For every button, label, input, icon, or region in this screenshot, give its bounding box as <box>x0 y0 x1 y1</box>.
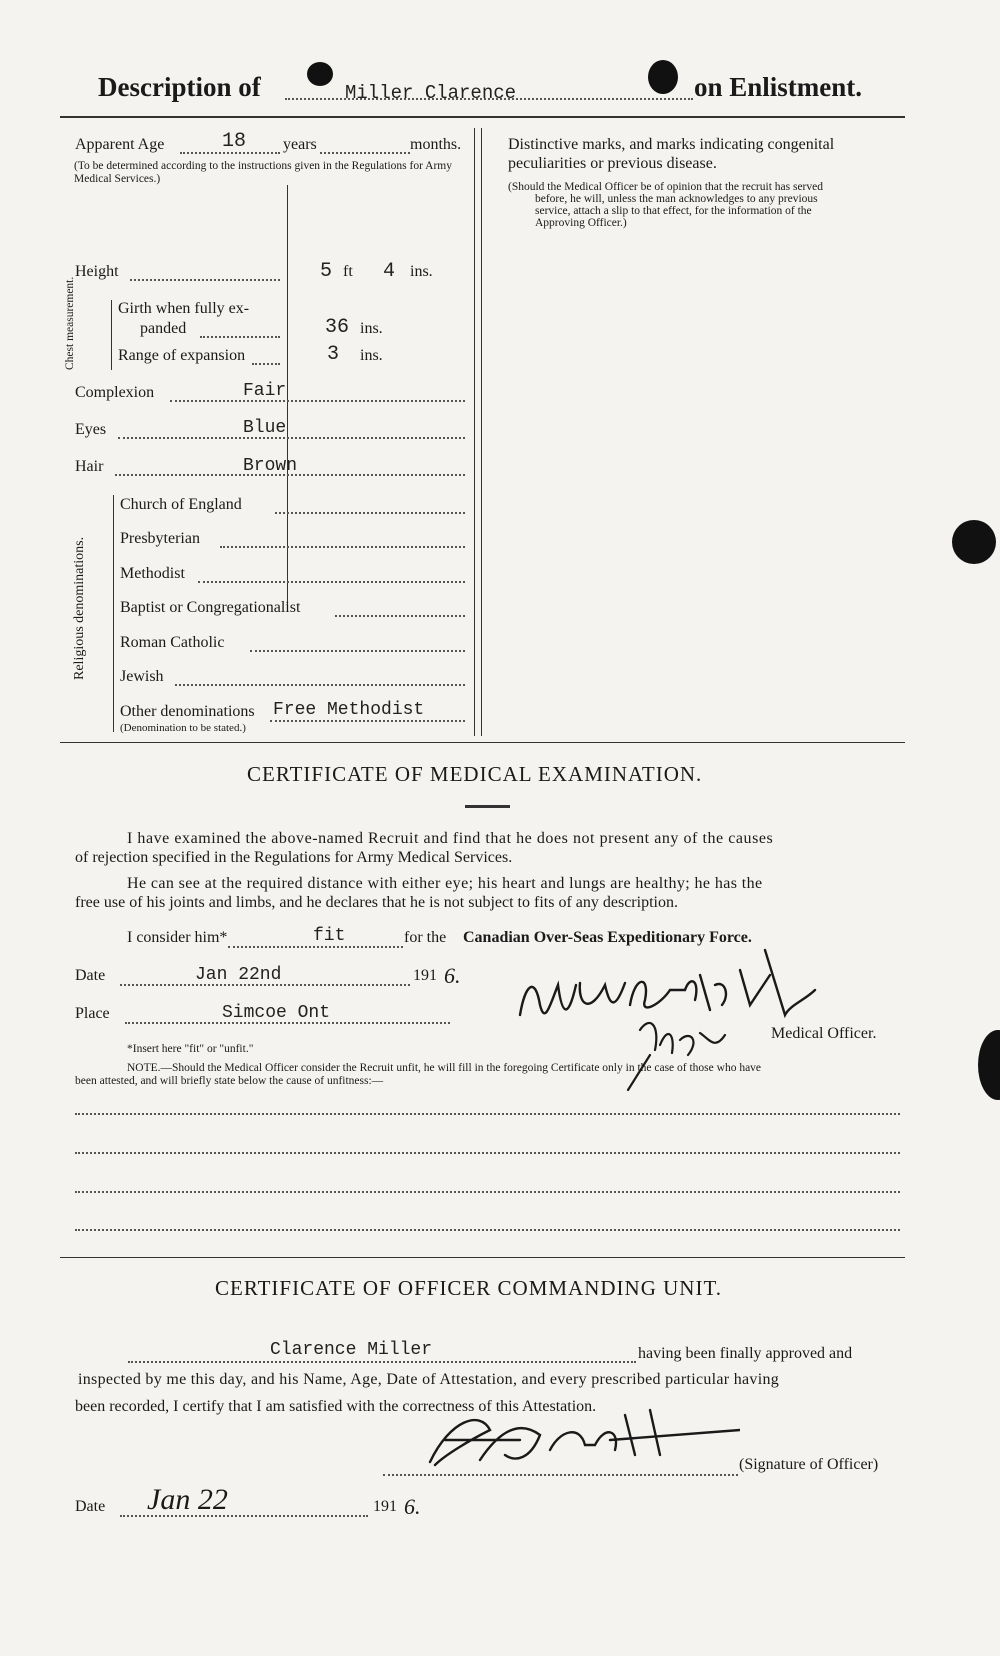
ins-label: ins. <box>410 263 433 280</box>
medical-year-digit: 6. <box>444 963 461 988</box>
redaction-mark <box>648 60 678 94</box>
header-prefix: Description of <box>98 72 261 102</box>
chest-side-label: Chest measurement. <box>64 276 76 370</box>
height-label: Height <box>75 263 119 280</box>
girth-label-2: panded <box>140 320 187 337</box>
commanding-name-value: Clarence Miller <box>270 1340 433 1360</box>
commanding-certificate-title: CERTIFICATE OF OFFICER COMMANDING UNIT. <box>215 1276 722 1300</box>
marks-note-4: Approving Officer.) <box>535 217 627 229</box>
redaction-mark <box>307 62 333 86</box>
hair-value: Brown <box>243 456 298 476</box>
religion-jewish: Jewish <box>120 668 164 685</box>
complexion-value: Fair <box>243 381 287 401</box>
insert-note: *Insert here "fit" or "unfit." <box>127 1043 254 1055</box>
medical-date-label: Date <box>75 967 106 984</box>
punch-hole <box>978 1030 1000 1100</box>
consider-label: I consider him* <box>127 929 228 946</box>
unfitness-line <box>75 1229 900 1231</box>
eyes-value: Blue <box>243 418 287 438</box>
medical-officer-label: Medical Officer. <box>771 1025 877 1042</box>
medical-para2-line1: He can see at the required distance with either eye; his heart and lungs are healthy; he has the <box>127 875 763 892</box>
girth-label-1: Girth when fully ex- <box>118 300 250 317</box>
girth-value: 36 <box>325 316 350 339</box>
unfitness-line <box>75 1113 900 1115</box>
commanding-officer-signature <box>410 1400 740 1480</box>
marks-note-2: before, he will, unless the man acknowledges to any previous <box>535 193 818 205</box>
unfitness-line <box>75 1191 900 1193</box>
age-note: (To be determined according to the instructions given in the Regulations for Army Medical Services.) <box>74 160 452 185</box>
religion-baptist: Baptist or Congregationalist <box>120 599 301 616</box>
medical-para1-line1: I have examined the above-named Recruit and find that he does not present any of the causes <box>127 830 774 847</box>
religion-methodist: Methodist <box>120 565 185 582</box>
force-prefix: for the <box>404 929 447 946</box>
commanding-year-prefix: 191 <box>373 1498 397 1515</box>
place-value: Simcoe Ont <box>222 1003 331 1023</box>
column-divider <box>481 128 482 736</box>
other-denomination-value: Free Methodist <box>273 700 425 720</box>
religion-church-of-england: Church of England <box>120 496 242 513</box>
months-label: months. <box>410 136 462 153</box>
eyes-label: Eyes <box>75 421 107 438</box>
years-label: years <box>283 136 317 153</box>
marks-title-1: Distinctive marks, and marks indicating congenital <box>508 136 835 153</box>
religion-roman-catholic: Roman Catholic <box>120 634 225 651</box>
medical-year-prefix: 191 <box>413 967 437 984</box>
other-denomination-label: Other denominations <box>120 703 255 720</box>
hair-label: Hair <box>75 458 104 475</box>
medical-note-1: NOTE.—Should the Medical Officer consider the Recruit unfit, he will fill in the foregoing Certificate only in the case of those who have <box>127 1062 762 1074</box>
girth-ins-label: ins. <box>360 320 383 337</box>
place-label: Place <box>75 1005 110 1022</box>
commanding-line2: inspected by me this day, and his Name, Age, Date of Attestation, and every prescribed particular having <box>78 1371 780 1388</box>
other-denomination-note: (Denomination to be stated.) <box>120 722 246 734</box>
marks-title-2: peculiarities or previous disease. <box>508 155 717 172</box>
force-name: Canadian Over-Seas Expeditionary Force. <box>463 929 752 946</box>
range-ins-label: ins. <box>360 347 383 364</box>
punch-hole <box>952 520 996 564</box>
religion-presbyterian: Presbyterian <box>120 530 200 547</box>
marks-note-3: service, attach a slip to that effect, for the information of the <box>535 205 812 217</box>
range-value: 3 <box>327 343 340 366</box>
apparent-age-label: Apparent Age <box>75 136 165 153</box>
medical-para2-line2: free use of his joints and limbs, and he declares that he is not subject to fits of any description. <box>75 894 678 911</box>
medical-date-value: Jan 22nd <box>195 965 282 985</box>
soldier-name: Miller Clarence <box>345 82 517 104</box>
unfitness-line <box>75 1152 900 1154</box>
medical-certificate-title: CERTIFICATE OF MEDICAL EXAMINATION. <box>247 762 703 786</box>
age-value: 18 <box>222 130 247 153</box>
complexion-label: Complexion <box>75 384 155 401</box>
fitness-value: fit <box>313 926 346 946</box>
height-in-value: 4 <box>383 260 396 283</box>
commanding-date-label: Date <box>75 1498 106 1515</box>
commanding-line1-tail: having been finally approved and <box>638 1345 853 1362</box>
marks-note-1: (Should the Medical Officer be of opinion that the recruit has served <box>508 181 823 193</box>
religion-side-label: Religious denominations. <box>72 536 87 680</box>
medical-note-2: been attested, and will briefly state below the cause of unfitness:— <box>75 1075 384 1087</box>
range-label: Range of expansion <box>118 347 246 364</box>
commanding-year-digit: 6. <box>404 1494 421 1519</box>
medical-para1-line2: of rejection specified in the Regulations for Army Medical Services. <box>75 849 513 866</box>
height-ft-value: 5 <box>320 260 333 283</box>
commanding-date-value: Jan 22 <box>147 1483 228 1516</box>
signature-of-officer-label: (Signature of Officer) <box>739 1456 879 1473</box>
header-suffix: on Enlistment. <box>694 72 863 102</box>
commanding-line3: been recorded, I certify that I am satisfied with the correctness of this Attestation. <box>75 1398 597 1415</box>
ft-label: ft <box>343 263 353 280</box>
